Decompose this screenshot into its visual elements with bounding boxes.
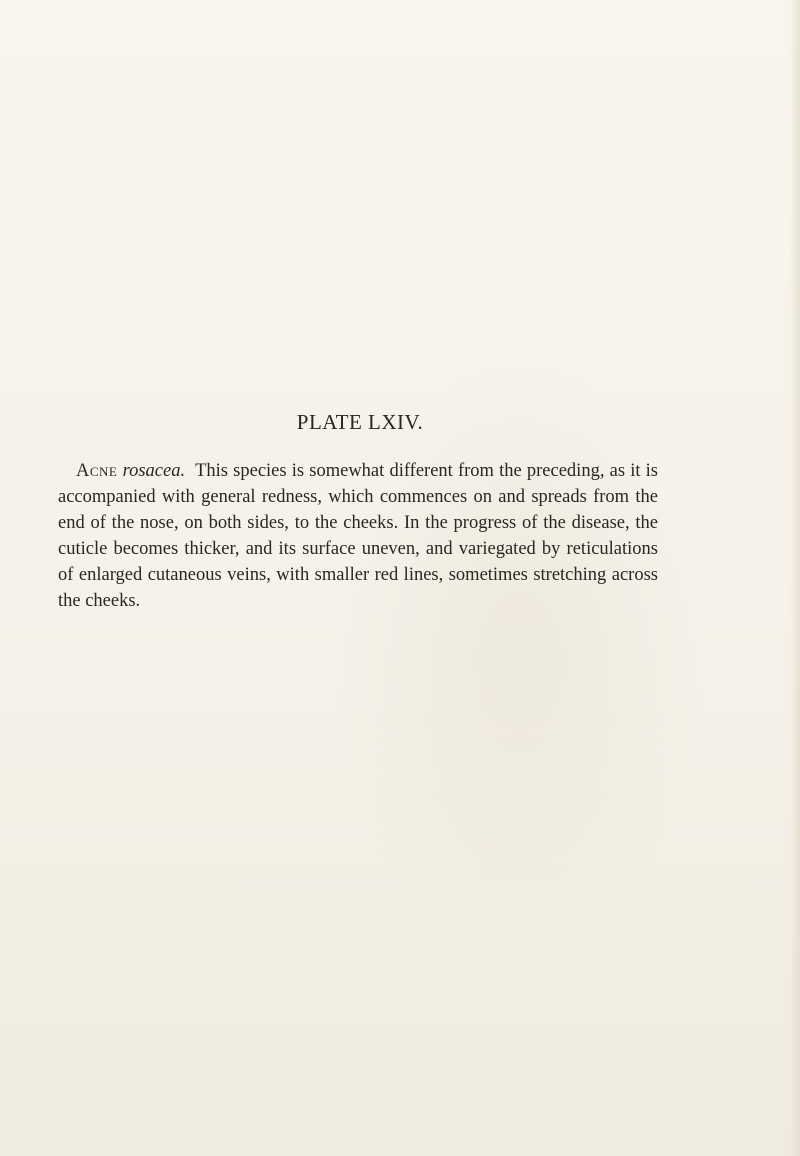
genus-name: Acne [76, 461, 118, 481]
paper-edge [790, 0, 800, 1156]
description-text: This species is somewhat different from the preceding, as it is accompanied with general redness, which commences on and spreads from the end of the nose, on both sides, to the cheeks. In the progress of the disease, the cuticle becomes thicker, and its surface uneven, and variegated by reticulations of enlarged cutaneous veins, with smaller red lines, sometimes stretching across the cheeks. [58, 461, 659, 611]
plate-description [58, 458, 658, 614]
plate-title: PLATE LXIV. [296, 410, 424, 434]
species-name: rosacea. [122, 461, 186, 481]
